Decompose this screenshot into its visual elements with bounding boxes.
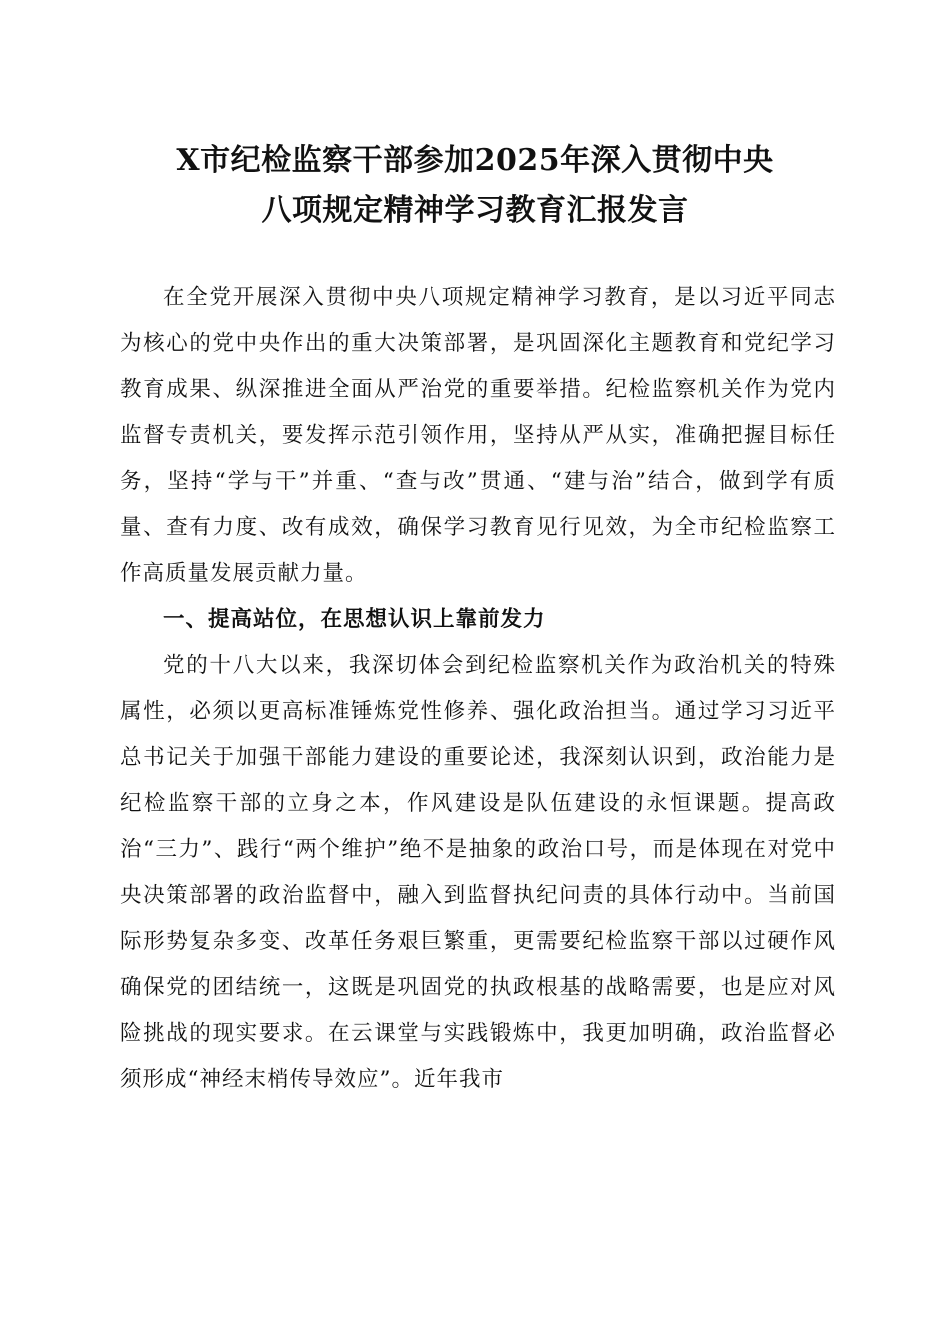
document-body [120, 275, 836, 1103]
intro-paragraph: 在全党开展深入贯彻中央八项规定精神学习教育，是以习近平同志为核心的党中央作出的重大决策部署，是巩固深化主题教育和党纪学习教育成果、纵深推进全面从严治党的重要举措。纪检监察机关作为党内监督专责机关，要发挥示范引领作用，坚持从严从实，准确把握目标任务，坚持“学与干”并重、“查与改”贯通、“建与治”结合，做到学有质量、查有力度、改有成效，确保学习教育见行见效，为全市纪检监察工作高质量发展贡献力量。 [120, 285, 836, 586]
title-line-2: 八项规定精神学习教育汇报发言 [261, 193, 689, 228]
section-1-paragraph: 党的十八大以来，我深切体会到纪检监察机关作为政治机关的特殊属性，必须以更高标准锤炼党性修养、强化政治担当。通过学习习近平总书记关于加强干部能力建设的重要论述，我深刻认识到，政治能力是纪检监察干部的立身之本，作风建设是队伍建设的永恒课题。提高政治“三力”、践行“两个维护”绝不是抽象的政治口号，而是体现在对党中央决策部署的政治监督中，融入到监督执纪问责的具体行动中。当前国际形势复杂多变、改革任务艰巨繁重，更需要纪检监察干部以过硬作风确保党的团结统一，这既是巩固党的执政根基的战略需要，也是应对风险挑战的现实要求。在云课堂与实践锻炼中，我更加明确，政治监督必须形成“神经末梢传导效应”。近年我市 [120, 653, 836, 1092]
document-title [100, 136, 850, 236]
title-line-1: X市纪检监察干部参加2025年深入贯彻中央 [176, 143, 774, 178]
section-heading-1: 一、提高站位，在思想认识上靠前发力 [163, 607, 546, 632]
